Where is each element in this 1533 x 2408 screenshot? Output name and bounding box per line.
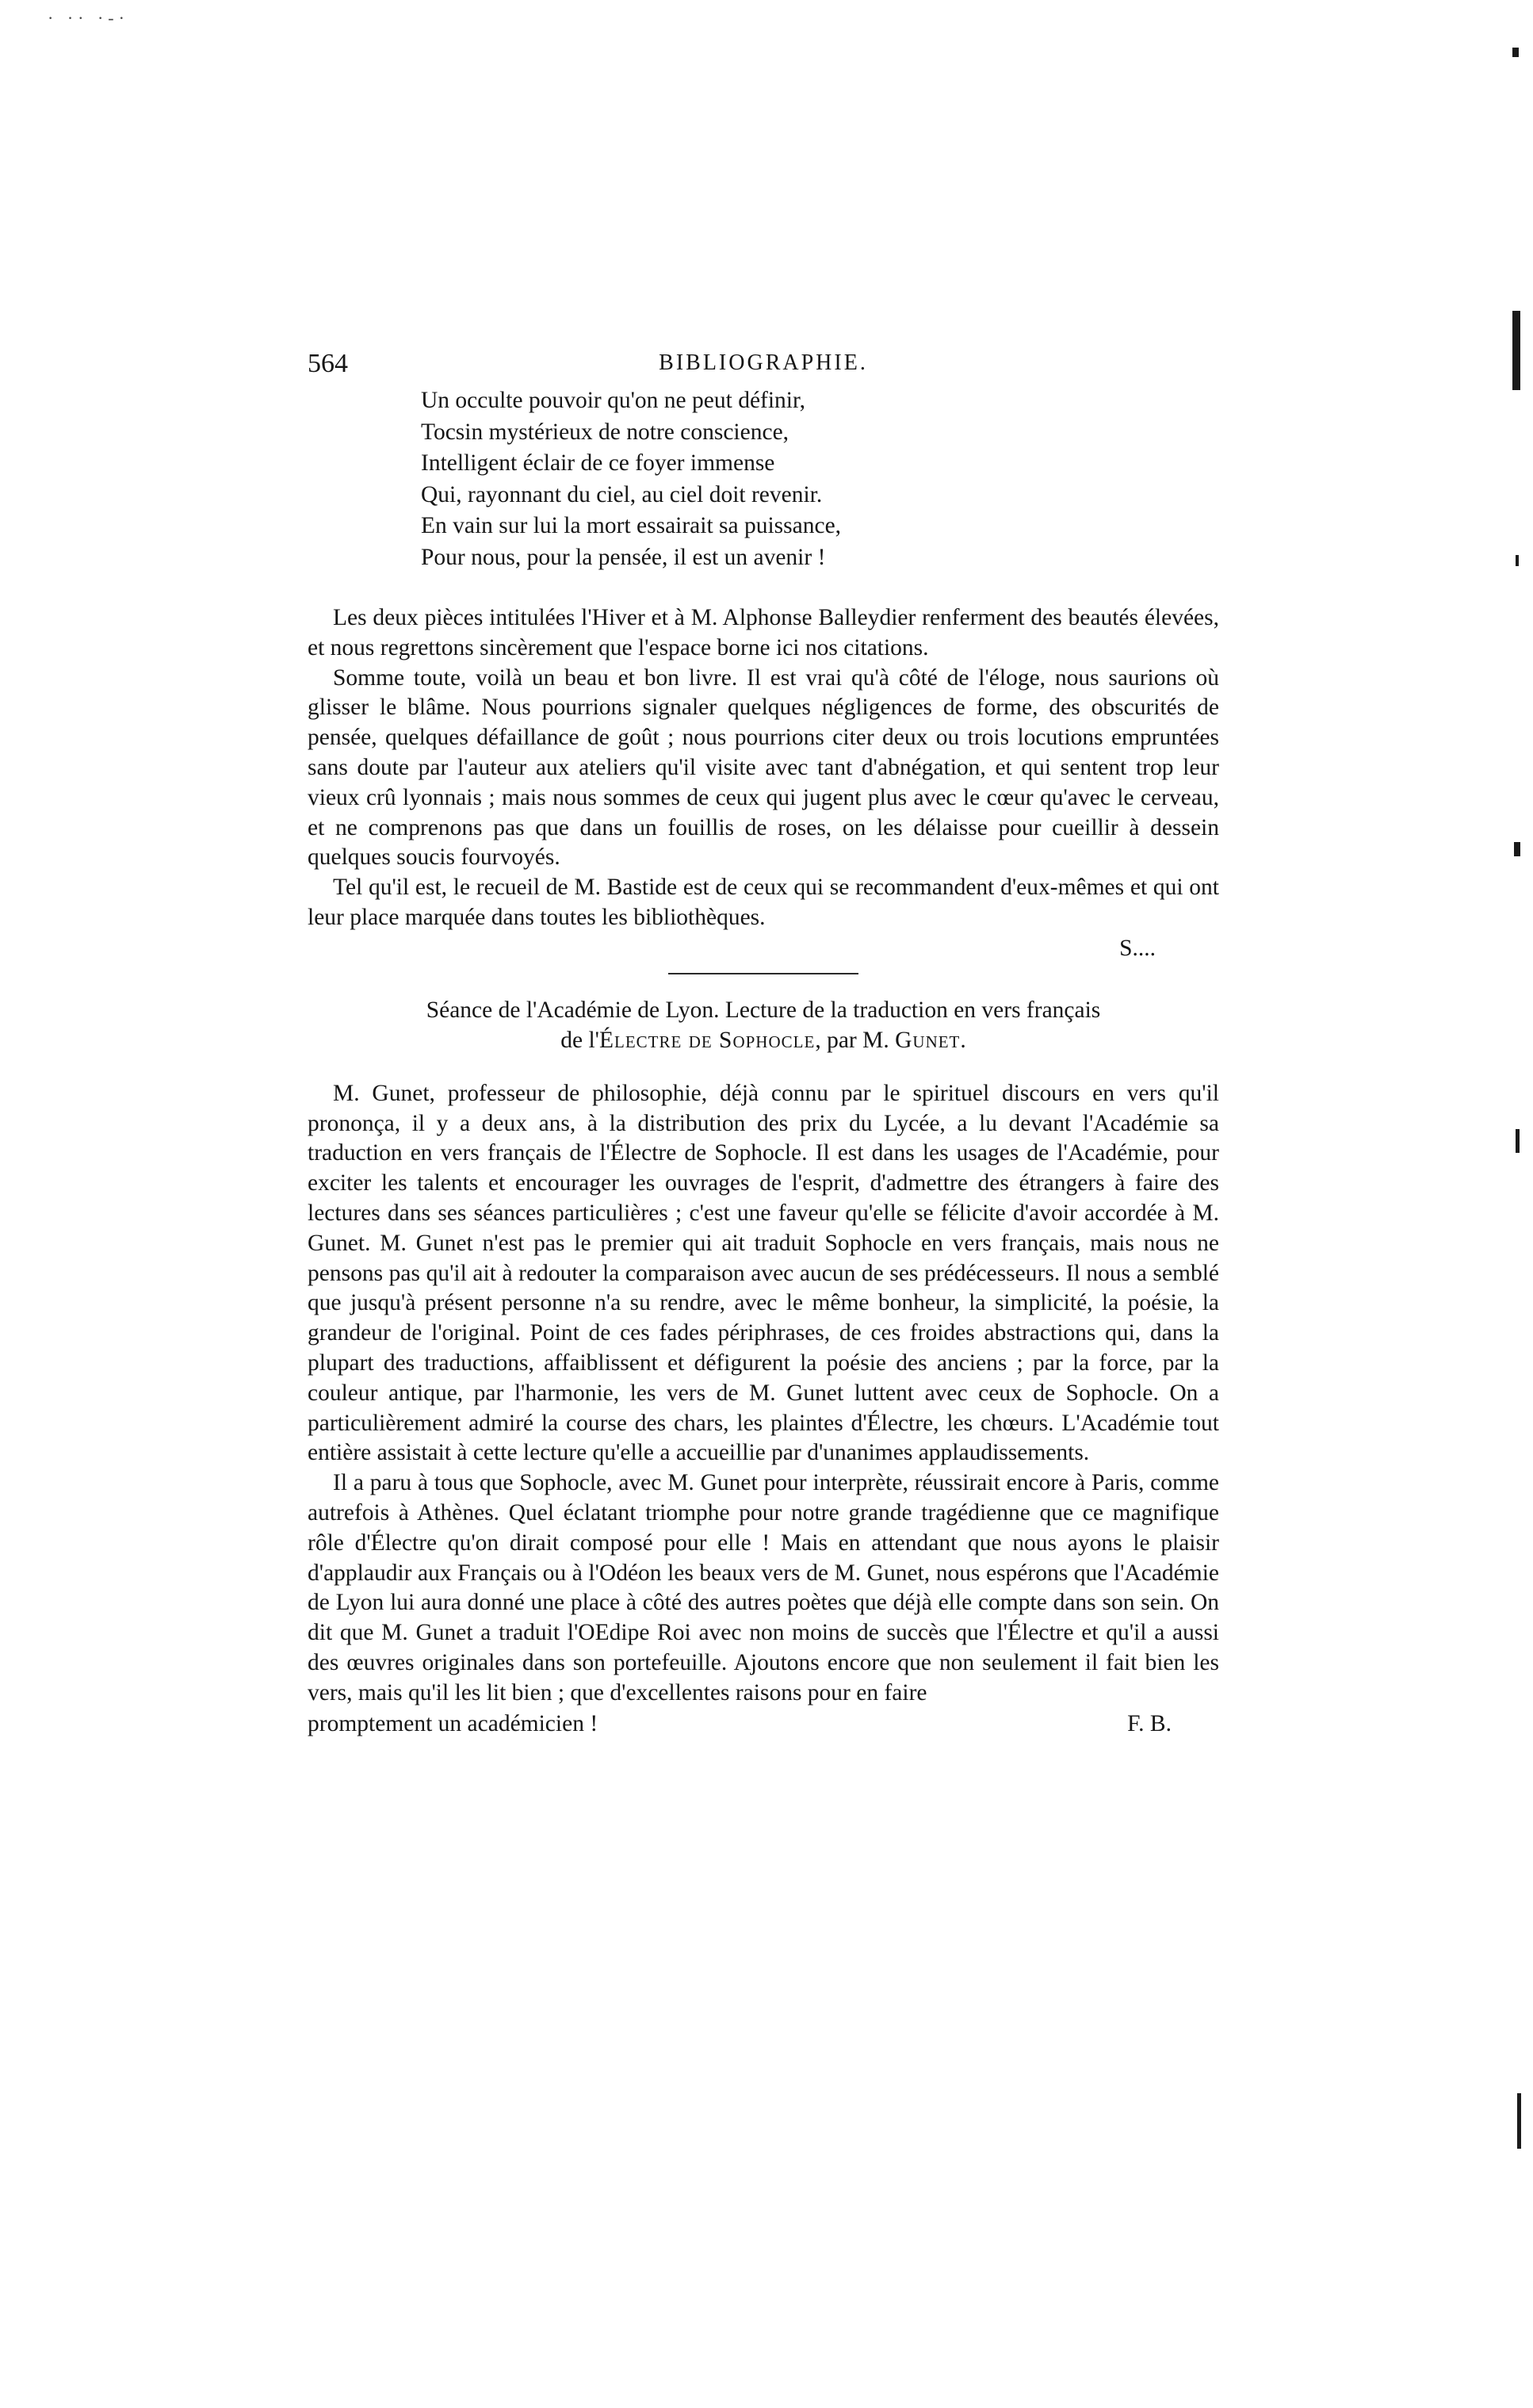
- poem-line: En vain sur lui la mort essairait sa puissance,: [421, 513, 842, 538]
- closing-text: promptement un académicien !: [308, 1710, 598, 1736]
- notice-heading-line: [308, 1025, 1219, 1055]
- review-section: [308, 603, 1219, 963]
- poem-stanza: [421, 385, 1219, 573]
- closing-line: [308, 1709, 1219, 1739]
- paragraph: Somme toute, voilà un beau et bon livre. Il est vrai qu'à côté de l'éloge, nous saurions où glisser le blâme. Nous pourrions signaler quelques négligences de forme, des obscurités de pensée, quelques défaillance de goût ; nous pourrions citer deux ou trois locutions empruntées sans doute par l'auteur aux ateliers qu'il visite avec tant d'abnégation, et qui sentent trop leur vieux crû lyonnais ; mais nous sommes de ceux qui jugent plus avec le cœur qu'avec le cerveau, et ne comprenons pas que dans un fouillis de roses, on les délaisse pour cueillir à dessein quelques soucis fourvoyés.: [308, 664, 1219, 871]
- poem-line: Un occulte pouvoir qu'on ne peut définir,: [421, 388, 806, 413]
- heading-author: Gunet: [895, 1027, 961, 1053]
- heading-text: de l': [560, 1027, 599, 1053]
- notice-heading: [308, 995, 1219, 1055]
- document-page: [308, 349, 1219, 1739]
- paragraph: M. Gunet, professeur de philosophie, déjà connu par le spirituel discours en vers qu'il prononça, il y a deux ans, à la distribution des prix du Lycée, a lu devant l'Académie sa traduction en vers français de l'Électre de Sophocle. Il est dans les usages de l'Académie, pour exciter les talents et encourager les ouvrages de l'esprit, d'admettre des étrangers à faire des lectures dans ses séances particulières ; c'est une faveur qu'elle se félicite d'avoir accordée à M. Gunet. M. Gunet n'est pas le premier qui ait traduit Sophocle en vers français, mais nous ne pensons pas qu'il ait à redouter la comparaison avec aucun de ses prédécesseurs. Il nous a semblé que jusqu'à présent personne n'a su rendre, avec le même bonheur, la simplicité, la poésie, la grandeur de l'original. Point de ces fades périphrases, de ces froides abstractions qui, dans la plupart des traductions, affaiblissent et défigurent la poésie des anciens ; par la force, par la couleur antique, par l'harmonie, les vers de M. Gunet luttent avec ceux de Sophocle. On a particulièrement admiré la course des chars, les plaintes d'Électre, les chœurs. L'Académie tout entière assistait à cette lecture qu'elle a accueillie par d'unanimes applaudissements.: [308, 1080, 1219, 1466]
- paragraph: Tel qu'il est, le recueil de M. Bastide est de ceux qui se recommandent d'eux-mêmes et qui ont leur place marquée dans toutes les bibliothèques.: [308, 875, 1219, 930]
- poem-line: Intelligent éclair de ce foyer immense: [421, 450, 775, 476]
- heading-text: , par M.: [815, 1027, 896, 1053]
- heading-work-title: Électre de Sophocle: [598, 1027, 816, 1053]
- notice-section: [308, 995, 1219, 1739]
- scan-edge-mark: [1516, 555, 1519, 566]
- running-head: [308, 349, 1219, 385]
- poem-line: Pour nous, pour la pensée, il est un avenir !: [421, 544, 826, 570]
- notice-heading-line: Séance de l'Académie de Lyon. Lecture de la traduction en vers français: [426, 997, 1101, 1023]
- scan-edge-mark: [1514, 842, 1520, 856]
- author-signature: S....: [1119, 935, 1156, 961]
- scan-edge-mark: [1516, 1129, 1520, 1153]
- author-signature: F. B.: [1127, 1710, 1172, 1736]
- scan-artifact-marks: · ·· ·-·: [48, 8, 129, 28]
- scan-edge-mark: [1512, 311, 1520, 390]
- scan-edge-mark: [1517, 2093, 1521, 2149]
- heading-text: .: [960, 1027, 966, 1053]
- scan-edge-mark: [1512, 48, 1519, 57]
- paragraph: Il a paru à tous que Sophocle, avec M. Gunet pour interprète, réussirait encore à Paris, comme autrefois à Athènes. Quel éclatant triomphe pour notre grande tragédienne que ce magnifique rôle d'Électre qu'on dirait composé pour elle ! Mais en attendant que nous ayons le plaisir d'applaudir aux Français ou à l'Odéon les beaux vers de M. Gunet, nous espérons que l'Académie de Lyon lui aura donné une place à côté des autres poètes que déjà elle compte dans son sein. On dit que M. Gunet a traduit l'OEdipe Roi avec non moins de succès que l'Électre et qu'il a aussi des œuvres originales dans son portefeuille. Ajoutons encore que non seulement il fait bien les vers, mais qu'il les lit bien ; que d'excellentes raisons pour en faire: [308, 1470, 1219, 1706]
- section-divider: [668, 973, 858, 974]
- paragraph: Les deux pièces intitulées l'Hiver et à M. Alphonse Balleydier renferment des beautés élevées, et nous regrettons sincèrement que l'espace borne ici nos citations.: [308, 605, 1219, 660]
- notice-body: [308, 1079, 1219, 1739]
- running-title: BIBLIOGRAPHIE.: [659, 350, 868, 375]
- page-number: 564: [308, 349, 348, 378]
- poem-line: Tocsin mystérieux de notre conscience,: [421, 419, 789, 445]
- poem-line: Qui, rayonnant du ciel, au ciel doit revenir.: [421, 481, 823, 507]
